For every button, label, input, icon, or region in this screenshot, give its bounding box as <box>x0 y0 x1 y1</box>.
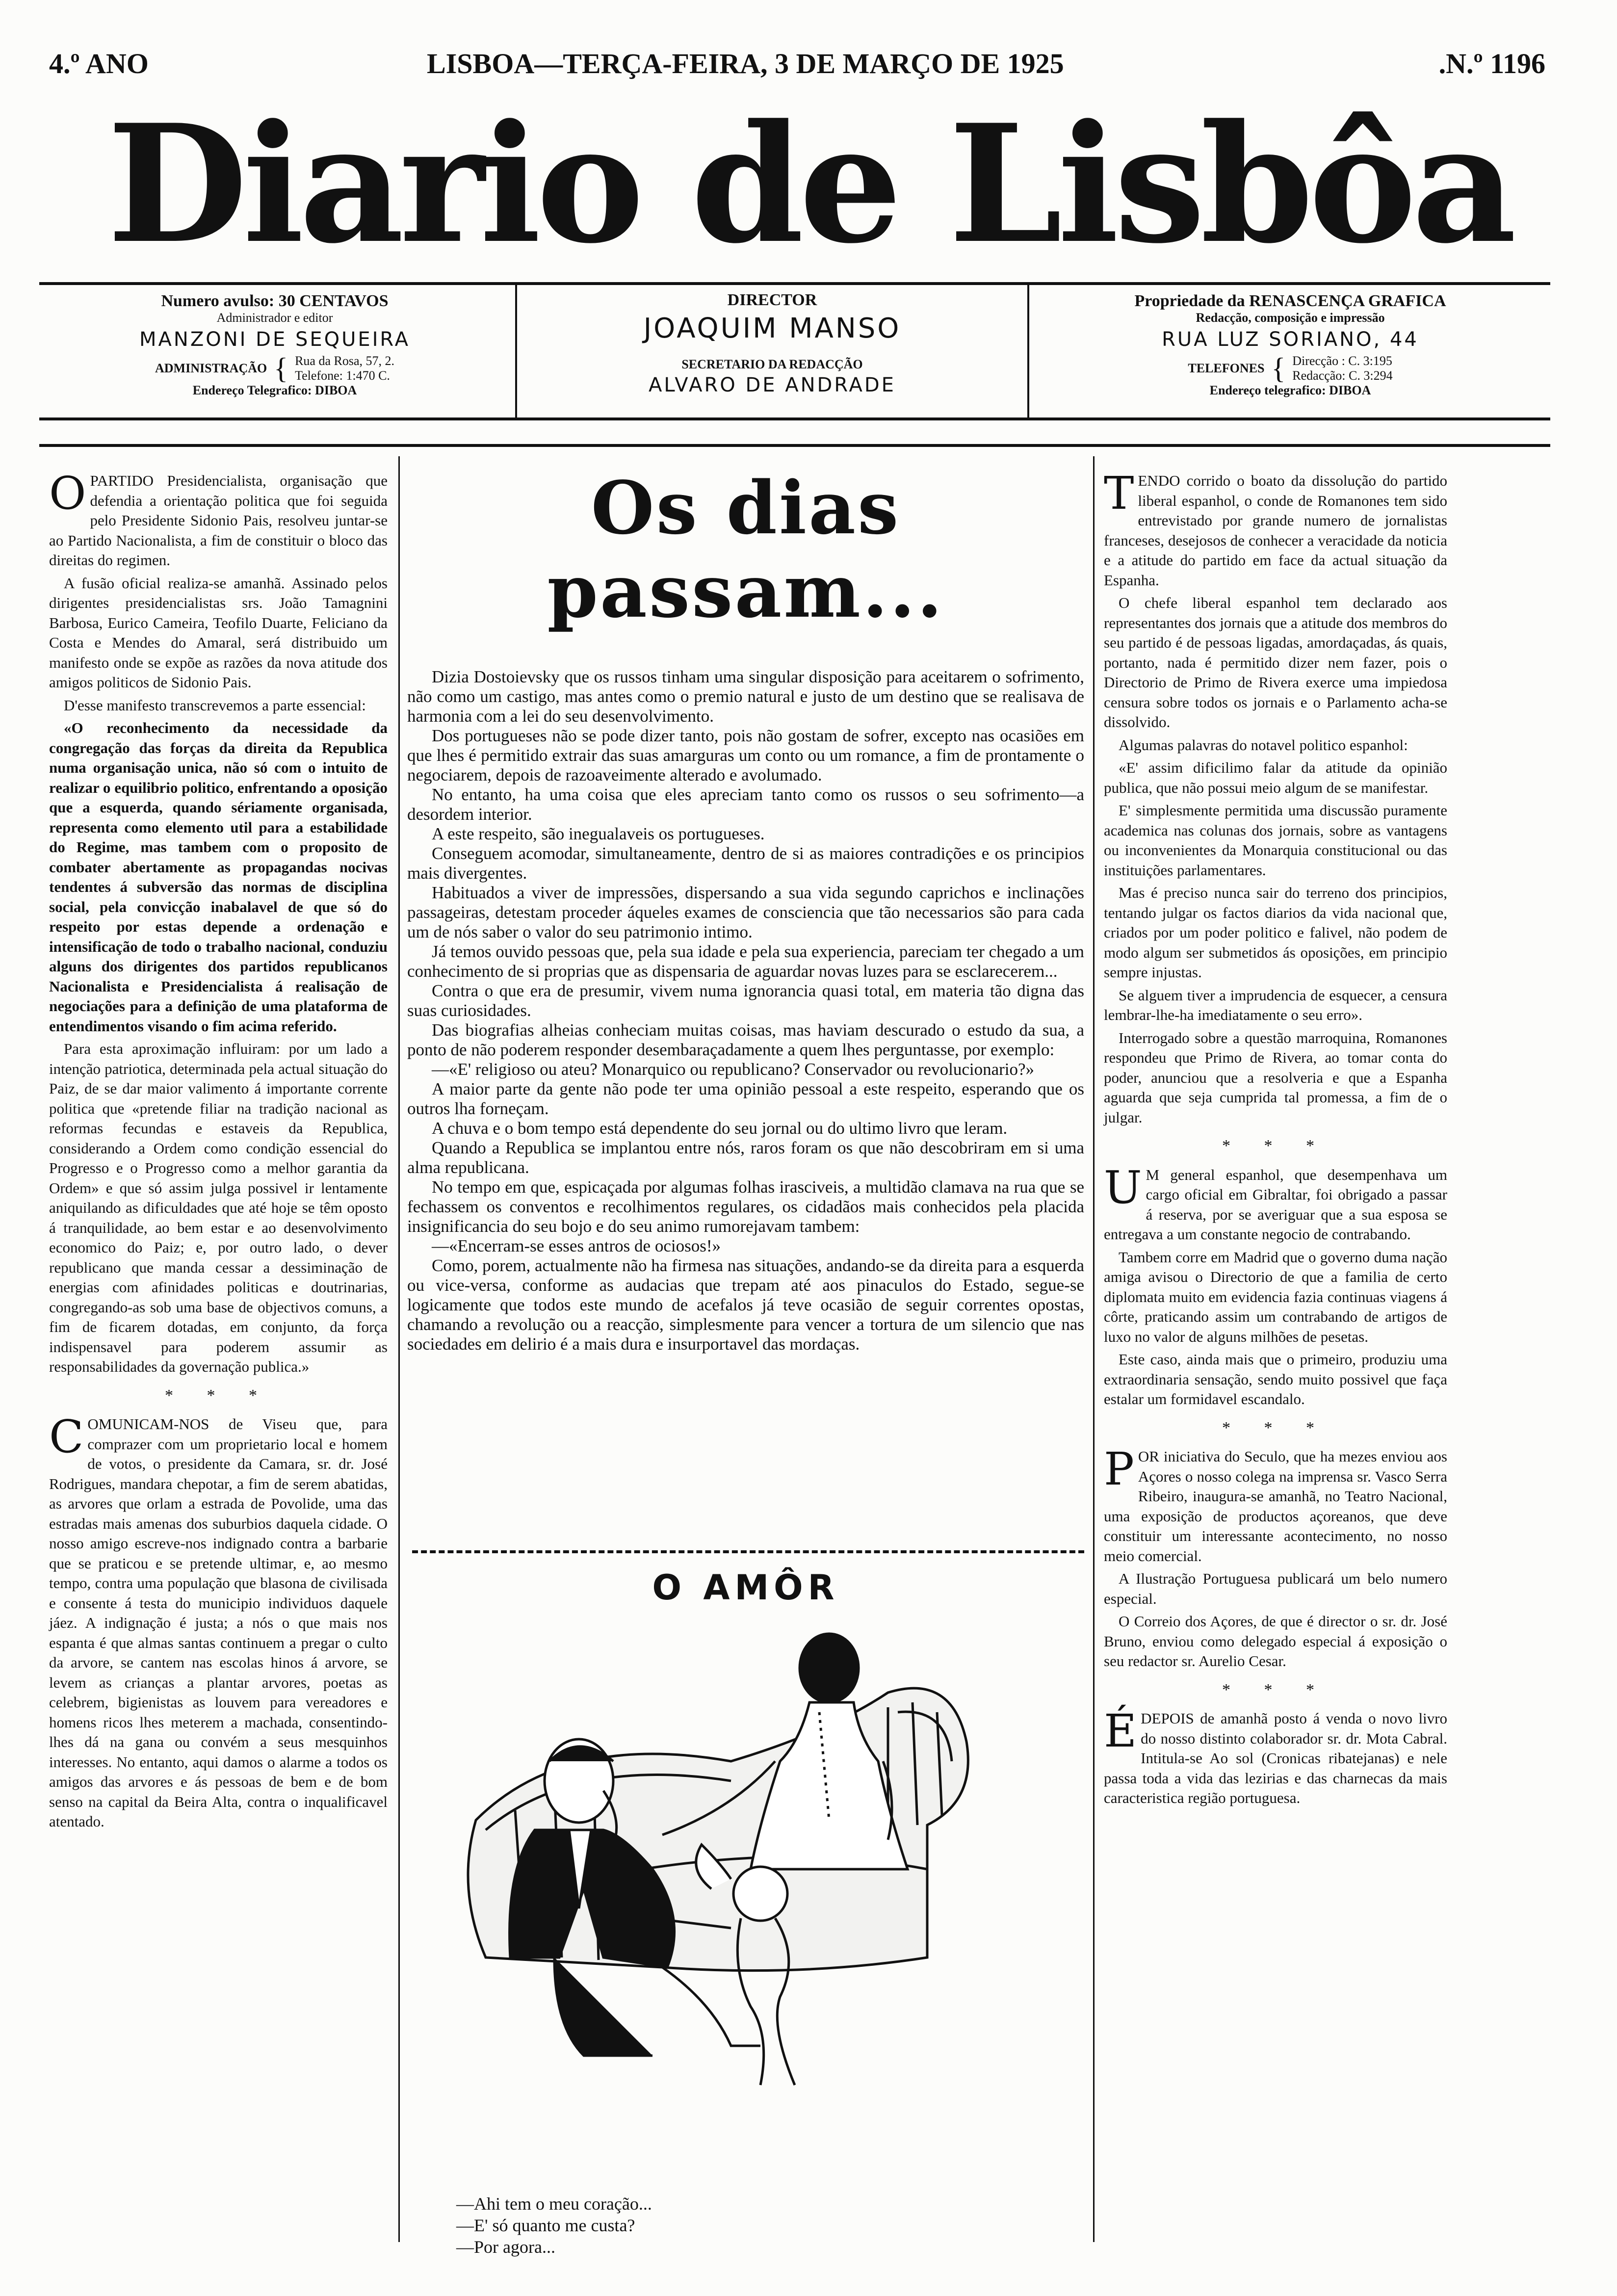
editorial-paragraph: Dizia Dostoievsky que os russos tinham uma singular disposição para aceitarem o sofrimento, não como um castigo, mas antes como o premio natural e justo de um destino que se realisava de harmonia com a lei do seu desenvolvimento. <box>407 667 1084 726</box>
year-label: 4.º ANO <box>49 48 149 79</box>
admin-address-block <box>39 354 510 383</box>
editorial-paragraph: Já temos ouvido pessoas que, pela sua idade e pela sua experiencia, pareciam ter chegado a um conhecimento de si proprias que as dispensaria de aguardar novas luzes para se esclarecerem... <box>407 942 1084 981</box>
owner-sub: Redacção, composição e impressão <box>1196 311 1385 325</box>
article-quote: E' simplesmente permitida uma discussão puramente academica nas colunas dos jornais, sobre as vantagens ou inconvenientes da Monarquia constitucional ou das instituições parlamentares. <box>1104 802 1447 879</box>
caption-line: —Ahi tem o meu coração... <box>456 2194 652 2214</box>
secretary-name: ALVARO DE ANDRADE <box>649 374 896 396</box>
editorial-paragraph: Como, porem, actualmente não ha firmesa nas situações, andando-se da direita para a esquerda ou vice-versa, conforme as audacias que trepam até aos pinaculos do Estado, segue-se logicamente que todos este mundo de acefalos já teve ocasião de seguir correntes opostas, chamando a revolução ou a reacção, simplesmente para vencer a tortura de um silencio que nas sociedades em delirio é a mais dura e insurportavel das mordaças. <box>407 1256 1084 1354</box>
drop-cap: É <box>1104 1705 1137 1757</box>
owner-address: RUA LUZ SORIANO, 44 <box>1162 328 1419 351</box>
article-quote: Mas é preciso nunca sair do terreno dos principios, tentando julgar os factos diarios da vida nacional que, criados por um poder politico e falivel, não podem de modo algum ser submetidos ás oposições, em principio sempre injustas. <box>1104 884 1447 981</box>
header-left <box>39 285 510 417</box>
drop-cap: O <box>49 467 86 520</box>
caption-line: —Por agora... <box>456 2237 555 2257</box>
telefones-label: TELEFONES <box>1188 361 1265 375</box>
article-paragraph: O chefe liberal espanhol tem declarado aos representantes dos jornais que a atitude dos membros do seu partido é de pessoas ligadas, amordaçadas, ás quais, portanto, nada é permitido dizer nem fazer, pois o Directorio de Primo de Rivera exerce uma impiedosa censura sobre todos os jornais e o Parlamento acha-se dissolvido. <box>1104 594 1447 731</box>
section-separator: * * * <box>1222 1137 1329 1155</box>
article-paragraph: Este caso, ainda mais que o primeiro, produziu uma extraordinaria sensação, sendo muito possivel que faça estalar um formidavel escandalo. <box>1104 1351 1447 1408</box>
section-separator: * * * <box>1222 1680 1329 1699</box>
administracao-label: ADMINISTRAÇÃO <box>155 361 267 375</box>
editorial-body <box>407 667 1084 1354</box>
header-right <box>1030 285 1550 417</box>
top-line <box>49 47 1545 91</box>
cartoon-caption <box>456 2193 800 2258</box>
article-paragraph: A fusão oficial realiza-se amanhã. Assinado pelos dirigentes presidencialistas srs. João Tamagnini Barbosa, Eurico Cameira, Teofilo Duarte, Feliciano da Costa e Mendes do Amaral, será distribuido um manifesto onde se expõe as razões da nova atitude dos amigos politicos de Sidonio Pais. <box>49 574 388 691</box>
drop-cap: P <box>1104 1443 1134 1495</box>
admin-phone: Telefone: 1:470 C. <box>295 368 390 383</box>
article-paragraph: Algumas palavras do notavel politico espanhol: <box>1119 736 1408 754</box>
brace-icon: { <box>274 352 288 385</box>
drop-cap: C <box>49 1410 84 1463</box>
section-separator: * * * <box>165 1386 272 1405</box>
editorial-paragraph: A este respeito, são inegualaveis os portugueses. <box>432 824 765 843</box>
manifesto-quote: Para esta aproximação influiram: por um lado a intenção patriotica, determinada pela actual situação do Paiz, de se dar maior valimento á importante corrente politica que «pretende filiar na tradição nacional as reformas fecundas e estaveis da Republica, considerando a Ordem como condição essencial do Progresso e o Progresso como a melhor garantia da Ordem» e que só assim julga possivel ir lentamente aniquilando as dificuldades que até hoje se têm oposto á tranquilidade, ao bem estar e ao desenvolvimento economico do Paiz; e, por outro lado, o dever republicano que manda cessar a dessiminação de energias com afinidades politicas e doutrinarias, congregando-as sob uma base de objectivos comuns, a fim de ficarem dotadas, em conjunto, da força indispensavel para poderem assumir as responsabilidades da governação publica.» <box>49 1040 388 1375</box>
article-paragraph: A Ilustração Portuguesa publicará um belo numero especial. <box>1104 1570 1447 1607</box>
editorial-paragraph: A maior parte da gente não pode ter uma opinião pessoal a este respeito, esperando que os outros lha forneçam. <box>407 1079 1084 1118</box>
cartoon-illustration <box>456 1614 1020 2173</box>
director-label: DIRECTOR <box>727 291 817 309</box>
header-center <box>515 285 1029 417</box>
phones-block <box>1030 354 1550 383</box>
masthead-title: Diario de Lisbôa <box>107 89 1512 279</box>
article-paragraph: Interrogado sobre a questão marroquina, Romanones respondeu que Primo de Rivera, ao tomar conta do poder, anunciou que a resolveria e que a Espanha aguarda que seja cumprida tal promessa, a fim de o julgar. <box>1104 1029 1447 1126</box>
article-general: U M general espanhol, que desempenhava um cargo oficial em Gibraltar, foi obrigado a passar á reserva, por se averiguar que a sua esposa se entregava a um constante negocio de contrabando. <box>1104 1161 1447 1243</box>
article-book: ÉDEPOIS de amanhã posto á venda o novo livro do nosso distinto colaborador sr. dr. Mota Cabral. Intitula-se Ao sol (Cronicas ribatejanas) e nele passa toda a vida das lezirias e das charnecas da mais caracteristica região portuguesa. <box>1104 1705 1447 1806</box>
editorial-paragraph: —«Encerram-se esses antros de ociosos!» <box>432 1236 721 1255</box>
article-paragraph: D'esse manifesto transcrevemos a parte essencial: <box>64 696 366 714</box>
article-paragraph: Tambem corre em Madrid que o governo duma nação amiga avisou o Directorio de que a familia de certo diplomata muito em evidencia fazia continuas viagens á côrte, praticando assim um contrabando de artigos de luxo no valor de alguns milhões de pesetas. <box>1104 1248 1447 1345</box>
editorial-paragraph: No entanto, ha uma coisa que eles apreciam tanto como os russos o seu sofrimento—a desordem interior. <box>407 785 1084 824</box>
center-column <box>407 466 1084 1354</box>
editorial-paragraph: Contra o que era de presumir, vivem numa ignorancia quasi total, em materia tão digna das suas curiosidades. <box>407 981 1084 1020</box>
issue-number: .N.º 1196 <box>1438 48 1545 79</box>
headline: Os dias passam... <box>547 465 944 634</box>
drop-cap: U <box>1104 1161 1142 1214</box>
article-presidencialista-lead: OPARTIDO Presidencialista, organisação que defendia a orientação politica que foi seguida pelo Presidente Sidonio Pais, resolveu juntar-se ao Partido Nacionalista, a fim de constituir o bloco das direitas do regimen. <box>49 467 388 569</box>
editorial-paragraph: Conseguem acomodar, simultaneamente, dentro de si as maiores contradições e os principios mais divergentes. <box>407 844 1084 883</box>
manifesto-quote: «O reconhecimento da necessidade da congregação das forças da direita da Republica numa organisação unica, não só com o intuito de realizar o equilibrio politico, enfrentando a oposição que a esquerda, quando sériamente organisada, representa como elemento util para a estabilidade do Regime, mas tambem com o proposito de combater abertamente as propagandas nocivas tendentes á subversão das normas de disciplina social, pela convicção inabalavel de que só do respeito por estas depende a ordenação e intensificação de todo o trabalho nacional, conduziu alguns dos dirigentes dos partidos republicanos Nacionalista e Presidencialista á realisação de negociações para a definição de uma plataforma de entendimentos visando o fim acima referido. <box>49 719 388 1035</box>
admin-label: Administrador e editor <box>216 311 333 325</box>
drop-cap: T <box>1104 467 1134 520</box>
editorial-paragraph: —«E' religioso ou ateu? Monarquico ou republicano? Conservador ou revolucionario?» <box>432 1060 1035 1079</box>
admin-address: Rua da Rosa, 57, 2. <box>295 354 394 368</box>
article-paragraph: O Correio dos Açores, de que é director o sr. dr. José Bruno, enviou como delegado especial á exposição o seu redactor sr. Aurelio Cesar. <box>1104 1613 1447 1670</box>
director-name: JOAQUIM MANSO <box>643 313 901 344</box>
right-column <box>1104 467 1447 1811</box>
article-quote: Se alguem tiver a imprudencia de esquecer, a censura lembrar-lhe-ha imediatamente o seu erro». <box>1104 986 1447 1023</box>
article-romanones: TENDO corrido o boato da dissolução do partido liberal espanhol, o conde de Romanones tem sido entrevistado por grande numero de jornalistas franceses, desejosos de conhecer a veracidade da noticia e a atitude do partido em face da actual situação da Espanha. <box>1104 467 1447 589</box>
header-rule <box>39 444 1550 447</box>
editorial-paragraph: No tempo em que, espicaçada por algumas folhas irasciveis, a multidão clamava na rua que se fechassem os conventos e recolhimentos regulares, os cidadãos mais conhecidos pela placida insignificancia do seu bojo e do seu animo rumorejavam tambem: <box>407 1177 1084 1236</box>
caption-line: —E' só quanto me custa? <box>456 2216 635 2235</box>
article-acores: POR iniciativa do Seculo, que ha mezes enviou aos Açores o nosso colega na imprensa sr. Vasco Serra Ribeiro, inaugura-se amanhã, no Teatro Nacional, uma exposição de productos açoreanos, que deve constituir um interessante acontecimento, no nosso meio comercial. <box>1104 1443 1447 1565</box>
header-box <box>39 282 1550 420</box>
column-divider-left <box>398 456 400 2242</box>
editorial-paragraph: Das biografias alheias conheciam muitas coisas, mas haviam descurado o estudo da sua, a ponto de não poderem responder desembaraçadamente a quem lhes perguntasse, por exemplo: <box>407 1020 1084 1059</box>
editorial-paragraph: A chuva e o bom tempo está dependente do seu jornal ou do ultimo livro que leram. <box>432 1119 1008 1138</box>
owner-telegraph: Endereço telegrafico: DIBOA <box>1209 383 1371 397</box>
dateline: LISBOA—TERÇA-FEIRA, 3 DE MARÇO DE 1925 <box>427 48 1064 79</box>
editorial-paragraph: Habituados a viver de impressões, dispersando a sua vida segundo caprichos e inclinações passageiras, detestam proceder áqueles exames de consciencia que tão necessarios são para cada um de nós saber o valor do seu patrimonio intimo. <box>407 883 1084 941</box>
cartoon-rule <box>412 1550 1084 1560</box>
price: Numero avulso: 30 CENTAVOS <box>161 292 389 310</box>
section-separator: * * * <box>1222 1418 1329 1437</box>
left-column <box>49 467 388 1835</box>
article-viseu: COMUNICAM-NOS de Viseu que, para comprazer com um proprietario local e homem de votos, o presidente da Camara, sr. dr. José Rodrigues, mandara chepotar, a fim de serem abatidas, as arvores que orlam a estrada de Povolide, uma das estradas mais amenas dos suburbios daquela cidade. O nosso amigo escreve-nos indignado contra a barbarie que se praticou e se pretende ultimar, e, ao mesmo tempo, contra uma população que blasona de civilisada e consente á testa do municipio individuos daquele jáez. A indignação é justa; a nós o que mais nos espanta é que almas santas continuem a pregar o culto da arvore, se cantem nas escolas hinos á arvore, se levem as crianças a plantar arvores, poetas as celebrem, bigienistas as louvem para vereadores e homens ricos lhes meterem a machada, consentindo-lhes dá na gana ou convém a seus mesquinhos interesses. No entanto, aqui damos o alarme a todos os amigos das arvores e ás pessoas de bem e de bom senso na capital da Beira Alta, contra o inqualificavel atentado. <box>49 1410 388 1830</box>
owner: Propriedade da RENASCENÇA GRAFICA <box>1134 292 1446 310</box>
article-quote: «E' assim dificilimo falar da atitude da opinião publica, que não possui meio algum de se manifestar. <box>1104 759 1447 796</box>
secretary-label: SECRETARIO DA REDACÇÃO <box>681 357 863 371</box>
phone-direccao: Direcção : C. 3:195 <box>1292 354 1392 368</box>
phone-redaccao: Redacção: C. 3:294 <box>1292 368 1393 383</box>
column-divider-right <box>1093 456 1095 2242</box>
admin-telegraph: Endereço Telegrafico: DIBOA <box>192 383 357 397</box>
editorial-paragraph: Dos portugueses não se pode dizer tanto, pois não gostam de sofrer, excepto nas ocasiões em que lhes é permitido extrair das suas amarguras um conto ou um romance, a fim de prontamente o negociarem, depois de razoaveimente alterado e avolumado. <box>407 726 1084 784</box>
cartoon-title: O AMÔR <box>652 1567 839 1608</box>
admin-name: MANZONI DE SEQUEIRA <box>139 328 410 351</box>
brace-icon: { <box>1271 352 1286 385</box>
editorial-paragraph: Quando a Republica se implantou entre nós, raros foram os que não descobriram em si uma alma republicana. <box>407 1138 1084 1177</box>
